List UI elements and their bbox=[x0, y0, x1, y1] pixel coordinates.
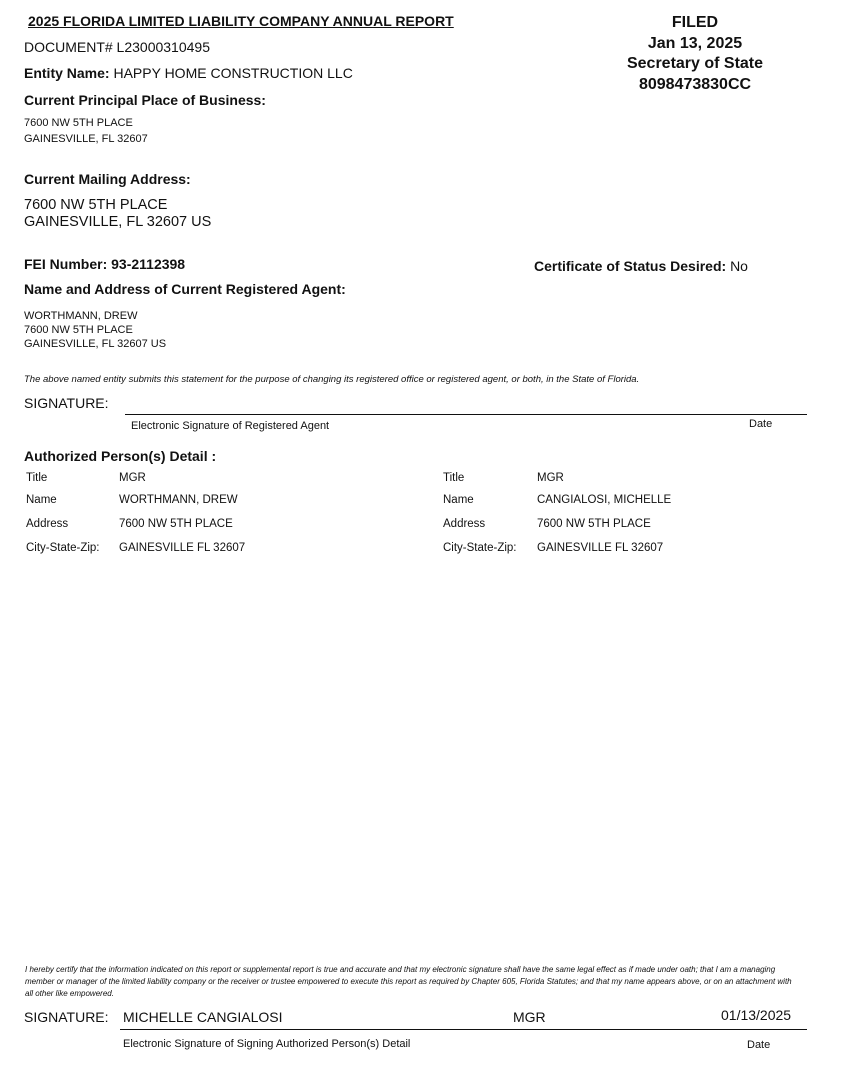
person1-title-label: Title bbox=[26, 472, 48, 484]
final-signature-line bbox=[120, 1029, 807, 1030]
registered-agent-street: 7600 NW 5TH PLACE bbox=[24, 324, 133, 336]
registered-agent-block bbox=[24, 309, 166, 351]
person2-address: 7600 NW 5TH PLACE bbox=[537, 518, 651, 530]
certificate-status-row bbox=[534, 258, 748, 274]
agent-signature-line bbox=[125, 414, 807, 415]
agent-signature-date-label: Date bbox=[749, 418, 773, 430]
filed-date: Jan 13, 2025 bbox=[647, 34, 743, 52]
final-signature-caption: Electronic Signature of Signing Authorized Person(s) Detail bbox=[123, 1038, 411, 1050]
person1-city: GAINESVILLE FL 32607 bbox=[119, 542, 246, 554]
final-signature-label: SIGNATURE: bbox=[24, 1009, 109, 1025]
person2-name: CANGIALOSI, MICHELLE bbox=[537, 494, 672, 506]
filed-office: Secretary of State bbox=[626, 55, 764, 72]
entity-name-label: Entity Name: bbox=[24, 65, 110, 81]
registered-agent-label: Name and Address of Current Registered Agent: bbox=[24, 281, 346, 297]
registered-agent-name: WORTHMANN, DREW bbox=[24, 310, 138, 322]
certificate-status-label: Certificate of Status Desired: bbox=[534, 258, 727, 274]
final-signature-date: 01/13/2025 bbox=[721, 1007, 792, 1023]
mailing-address-line2: GAINESVILLE, FL 32607 US bbox=[24, 214, 212, 230]
person2-name-label: Name bbox=[443, 494, 474, 506]
person1-address-label: Address bbox=[26, 518, 69, 530]
agent-statement: The above named entity submits this statement for the purpose of changing its registered office or registered agent, or both, in the State of Florida. bbox=[24, 374, 640, 385]
principal-address-line2: GAINESVILLE, FL 32607 bbox=[24, 133, 148, 145]
final-signature-name: MICHELLE CANGIALOSI bbox=[123, 1009, 283, 1025]
person1-title: MGR bbox=[119, 472, 146, 484]
mailing-address-line1: 7600 NW 5TH PLACE bbox=[24, 197, 168, 213]
person2-title-label: Title bbox=[443, 472, 465, 484]
person2-title: MGR bbox=[537, 472, 564, 484]
person1-name: WORTHMANN, DREW bbox=[119, 494, 238, 506]
certificate-status-value: No bbox=[730, 258, 748, 274]
document-number: DOCUMENT# L23000310495 bbox=[24, 39, 210, 55]
authorized-heading: Authorized Person(s) Detail : bbox=[24, 448, 217, 464]
principal-place-label: Current Principal Place of Business: bbox=[24, 92, 266, 108]
person1-address: 7600 NW 5TH PLACE bbox=[119, 518, 233, 530]
filed-stamp bbox=[595, 13, 795, 95]
entity-name-row bbox=[24, 65, 353, 81]
report-title: 2025 FLORIDA LIMITED LIABILITY COMPANY ANNUAL REPORT bbox=[28, 13, 454, 29]
principal-address bbox=[24, 115, 148, 147]
mailing-address bbox=[24, 197, 211, 231]
filed-number: 8098473830CC bbox=[638, 75, 752, 93]
person2-city: GAINESVILLE FL 32607 bbox=[537, 542, 664, 554]
agent-signature-label: SIGNATURE: bbox=[24, 395, 109, 411]
person2-address-label: Address bbox=[443, 518, 486, 530]
final-signature-date-label: Date bbox=[747, 1039, 771, 1051]
agent-signature-caption: Electronic Signature of Registered Agent bbox=[131, 420, 330, 432]
person1-city-label: City-State-Zip: bbox=[26, 542, 100, 554]
final-signature-title: MGR bbox=[513, 1009, 546, 1025]
person1-name-label: Name bbox=[26, 494, 57, 506]
mailing-address-label: Current Mailing Address: bbox=[24, 171, 191, 187]
fei-number: FEI Number: 93-2112398 bbox=[24, 256, 186, 272]
certification-text: I hereby certify that the information indicated on this report or supplemental report is true and accurate and that my electronic signature shall have the same legal effect as if made under oath; that I am a managing member or manager of the limited liability company or the receiver or trustee empowered to execute this report as required by Chapter 605, Florida Statutes; and that my name appears above, or on an attachment with all other like empowered. bbox=[25, 965, 792, 998]
filed-status: FILED bbox=[671, 14, 719, 31]
registered-agent-city: GAINESVILLE, FL 32607 US bbox=[24, 338, 167, 350]
person2-city-label: City-State-Zip: bbox=[443, 542, 517, 554]
entity-name: HAPPY HOME CONSTRUCTION LLC bbox=[113, 65, 353, 81]
principal-address-line1: 7600 NW 5TH PLACE bbox=[24, 117, 133, 129]
